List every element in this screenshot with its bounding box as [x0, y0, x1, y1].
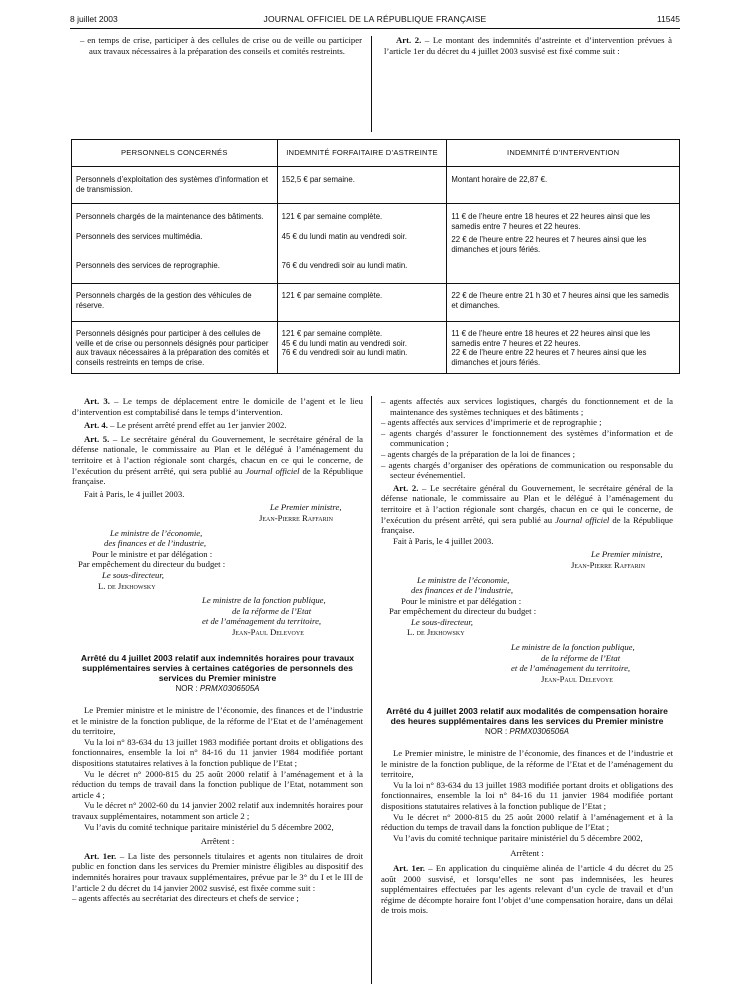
article-text: – Le montant des indemnités d’astreinte et d’intervention prévues à l’article 1er du décret du 4 juillet 2003 susvisé est fixé comme suit :: [384, 35, 672, 56]
cell-text: 45 € du lundi matin au vendredi soir.: [281, 231, 407, 241]
decree-title: Arrêté du 4 juillet 2003 relatif aux indemnités horaires pour travaux supplémentaires servies à certaines catégories de personnels des services du Premier ministre: [80, 653, 355, 684]
article-text: – Le temps de déplacement entre le domicile de l’agent et le lieu d’intervention est comptabilisé dans le temps d’intervention.: [72, 396, 363, 417]
article-label: Art. 5.: [84, 433, 110, 444]
preamble-paragraph: Vu l’avis du comité technique paritaire ministériel du 5 décembre 2002,: [393, 832, 643, 843]
decree-heading: [381, 706, 673, 738]
dash-item: – en temps de crise, participer à des cellules de crise ou de veille ou participer aux travaux nécessaires à la préparation des conseils et comités restreints.: [80, 35, 362, 56]
article-text: – La liste des personnels titulaires et agents non titulaires de droit public en fonction dans les services du Premier ministre éligibles au dispositif des indemnités horaires pour travaux supplémentaires, prévue par le 3° du I et le III de l’article 2 du décret du 14 janvier 2002 susvisé, est fixée comme suit :: [72, 850, 364, 893]
dash-item: – agents affectés au secrétariat des directeurs et chefs de service ;: [72, 893, 299, 904]
article-label: Art. 2.: [393, 482, 419, 493]
cell-text: 11 € de l’heure entre 18 heures et 22 heures ainsi que les samedis entre 7 heures et 22 heures.: [451, 212, 651, 231]
article-label: Art. 1er.: [84, 850, 117, 861]
column-separator: [371, 396, 372, 984]
signatory-name: Jean-Paul Delevoye: [232, 626, 304, 637]
header-date: 8 juillet 2003: [70, 14, 118, 24]
table-header-row: [72, 140, 680, 167]
article-text: de la République française.: [381, 514, 673, 536]
signatory-title: Le Premier ministre,: [591, 549, 663, 560]
date-line: Fait à Paris, le 4 juillet 2003.: [84, 488, 185, 499]
header-page-number: 11545: [656, 14, 680, 24]
page-header: [70, 14, 680, 29]
table-cell: [72, 204, 278, 284]
cell-text: Personnels chargés de la maintenance des bâtiments.: [76, 212, 264, 221]
cell-text: 121 € par semaine complète.: [281, 212, 383, 221]
article-text: de la République française.: [72, 465, 363, 487]
preamble-paragraph: Vu l’avis du comité technique paritaire ministériel du 5 décembre 2002,: [84, 821, 334, 832]
preamble-paragraph: Vu le décret n° 2002-60 du 14 janvier 2002 relatif aux indemnités horaires pour travaux supplémentaires, notamment son article 2 ;: [72, 800, 363, 821]
signatory-title: des finances et de l’industrie,: [411, 585, 514, 596]
right-column: [381, 396, 673, 916]
article-text: – Le secrétaire général du Gouvernement, le secrétaire général de la défense nationale, le commissaire au Plan et le délégué à l’aménagement du territoire et à l’action régionale sont chargés, chacun en ce qui le concerne, de l’exécution du présent arrêté, qui sera publié au: [72, 433, 363, 476]
cell-text: 152,5 € par semaine.: [281, 175, 355, 184]
signatory-title: Le ministre de la fonction publique,: [511, 642, 635, 653]
signatory-name: Jean-Pierre Raffarin: [259, 512, 333, 523]
cell-text: 121 € par semaine complète.: [281, 329, 383, 338]
signatory-title: Le ministre de la fonction publique,: [202, 595, 326, 606]
header-journal-title: JOURNAL OFFICIEL DE LA RÉPUBLIQUE FRANÇAISE: [263, 14, 487, 24]
preamble-paragraph: Vu le décret n° 2000-815 du 25 août 2000 relatif à l’aménagement et à la réduction du temps de travail dans la fonction publique de l’Etat ;: [381, 811, 673, 833]
delegation-line: Pour le ministre et par délégation :: [401, 595, 522, 606]
nor-code: PRMX0306505A: [199, 684, 260, 694]
cell-text: 11 € de l’heure entre 18 heures et 22 heures ainsi que les samedis entre 7 heures et 22 heures.: [451, 329, 651, 348]
article-label: Art. 4.: [84, 420, 108, 431]
signatory-title: Le sous-directeur,: [411, 616, 473, 627]
table-cell: [277, 204, 447, 284]
signatory-name: Jean-Pierre Raffarin: [571, 559, 645, 570]
table-cell: [447, 322, 680, 374]
cell-text: Montant horaire de 22,87 €.: [451, 175, 548, 184]
cell-text: 45 € du lundi matin au vendredi soir.: [281, 338, 407, 348]
cell-text: 76 € du vendredi soir au lundi matin.: [281, 261, 408, 271]
table-cell: [72, 167, 278, 204]
dash-item: – agents chargés d’assurer le fonctionnement des systèmes d’information et de communication ;: [381, 427, 673, 449]
cell-text: Personnels d’exploitation des systèmes d’information et de transmission.: [76, 175, 268, 194]
article-label: Art. 3.: [84, 396, 110, 406]
nor-line: [72, 684, 363, 695]
nor-code: PRMX0306506A: [509, 727, 570, 737]
delegation-line: Par empêchement du directeur du budget :: [78, 559, 226, 570]
dash-item: – agents chargés de la préparation de la loi de finances ;: [381, 448, 576, 459]
table-cell: [72, 284, 278, 322]
preamble-paragraph: Vu la loi n° 83-634 du 13 juillet 1983 modifiée portant droits et obligations des fonctionnaires, ensemble la loi n° 84-16 du 11 janvier 1984 modifiée portant dispositions statutaires relatives à la fonction publique de l’Etat ;: [381, 779, 673, 811]
preamble-paragraph: Le Premier ministre et le ministre de l’économie, des finances et de l’industrie et le ministre de la fonction publique, de la réforme de l’Etat et de l’aménagement du territoire,: [72, 705, 363, 737]
nor-label: NOR :: [175, 684, 200, 694]
article-text: – En application du cinquième alinéa de l’article 4 du décret du 25 août 2000 susvisé, et lorsqu’elles ne sont pas indemnisées, les heures supplémentaires effectuées par les agents relevant d’un cycle de travail et d’un régime de décompte horaire font l’objet d’une compensation horaire, dans un délai de trois mois.: [381, 862, 673, 916]
table-row: [72, 322, 680, 374]
decree-title: Arrêté du 4 juillet 2003 relatif aux modalités de compensation horaire des heures supplémentaires dans les services du Premier ministre: [386, 706, 668, 727]
arretent-heading: Arrêtent :: [510, 848, 544, 859]
preamble-paragraph: Le Premier ministre, le ministre de l’économie, des finances et de l’industrie et le ministre de la fonction publique, de la réforme de l’Etat et de l’aménagement du territoire,: [381, 748, 673, 780]
signatory-title: Le sous-directeur,: [102, 569, 164, 580]
signatory-title: et de l’aménagement du territoire,: [202, 616, 322, 627]
article-text: – Le secrétaire général du Gouvernement, le secrétaire général de la défense nationale, le commissaire au Plan et le délégué à l’aménagement du territoire et à l’action régionale sont chargés, chacun en ce qui le concerne, de l’exécution du présent arrêté, qui sera publié au: [381, 482, 673, 525]
signatory-name: L. de Jekhowsky: [407, 627, 465, 638]
delegation-line: Par empêchement du directeur du budget :: [389, 606, 537, 617]
nor-label: NOR :: [484, 727, 510, 737]
preamble-paragraph: Vu la loi n° 83-634 du 13 juillet 1983 modifiée portant droits et obligations des fonctionnaires, ensemble la loi n° 84-16 du 11 janvier 1984 modifiée portant dispositions statutaires relatives à la fonction publique de l’Etat ;: [72, 736, 363, 769]
table-cell: [277, 167, 447, 204]
delegation-line: Pour le ministre et par délégation :: [92, 548, 213, 559]
signatory-title: et de l’aménagement du territoire,: [511, 663, 631, 674]
signatory-name: L. de Jekhowsky: [98, 580, 156, 591]
table-cell: [277, 322, 447, 374]
cell-text: Personnels désignés pour participer à des cellules de veille et de crise ou personnels désignés pour participer aux travaux nécessaires à la préparation des comités et conseils restreints en temps de crise.: [76, 329, 269, 367]
decree-heading: [72, 653, 363, 695]
table-row: [72, 167, 680, 204]
arretent-heading: Arrêtent :: [200, 836, 235, 847]
signatory-title: Le ministre de l’économie,: [110, 527, 203, 538]
cell-text: 22 € de l’heure entre 21 h 30 et 7 heures ainsi que les samedis et dimanches.: [451, 291, 669, 310]
table-cell: [72, 322, 278, 374]
cell-text: 22 € de l’heure entre 22 heures et 7 heures ainsi que les dimanches et jours fériés.: [451, 348, 647, 367]
cell-text: 121 € par semaine complète.: [281, 291, 383, 300]
date-line: Fait à Paris, le 4 juillet 2003.: [393, 535, 494, 546]
nor-line: [381, 727, 673, 738]
dash-item: – agents affectés aux services d’imprimerie et de reprographie ;: [381, 417, 602, 428]
table-cell: [447, 167, 680, 204]
signatory-name: Jean-Paul Delevoye: [541, 673, 613, 684]
cell-text: 22 € de l’heure entre 22 heures et 7 heures ainsi que les dimanches et jours fériés.: [451, 235, 647, 254]
left-column: [72, 396, 363, 904]
column-header: INDEMNITÉ D’INTERVENTION: [447, 140, 680, 167]
table-row: [72, 204, 680, 284]
article-label: Art. 1er.: [393, 862, 425, 873]
cell-text: Personnels des services multimédia.: [76, 231, 203, 241]
cell-text: Personnels des services de reprographie.: [76, 261, 220, 271]
column-separator: [371, 36, 372, 132]
signatory-title: Le Premier ministre,: [270, 502, 342, 513]
indemnity-table: [71, 139, 680, 374]
signatory-title: de la réforme de l’Etat: [541, 652, 621, 663]
top-right-paragraph: [384, 35, 672, 56]
article-label: Art. 2.: [396, 35, 422, 45]
table-cell: [277, 284, 447, 322]
signatory-title: des finances et de l’industrie,: [104, 538, 207, 549]
dash-item: – agents affectés aux services logistiques, chargés du fonctionnement et de la maintenance des systèmes techniques et des bâtiments ;: [381, 396, 673, 417]
column-header: PERSONNELS CONCERNÉS: [72, 140, 278, 167]
signatory-title: de la réforme de l’Etat: [232, 605, 312, 616]
article-text: – Le présent arrêté prend effet au 1er janvier 2002.: [107, 420, 287, 431]
dash-item: – agents chargés d’organiser des opérations de communication ou responsable du secteur événementiel.: [381, 459, 673, 481]
top-left-paragraph: [80, 35, 362, 56]
preamble-paragraph: Vu le décret n° 2000-815 du 25 août 2000 relatif à l’aménagement et à la réduction du temps de travail dans la fonction publique de l’Etat, notamment son article 4 ;: [72, 768, 363, 800]
table-cell: [447, 204, 680, 284]
column-header: INDEMNITÉ FORFAITAIRE D’ASTREINTE: [277, 140, 447, 167]
table-row: [72, 284, 680, 322]
journal-name: Journal officiel: [245, 465, 300, 476]
journal-name: Journal officiel: [555, 514, 610, 525]
table-cell: [447, 284, 680, 322]
cell-text: 76 € du vendredi soir au lundi matin.: [281, 348, 408, 358]
signatory-title: Le ministre de l’économie,: [417, 574, 510, 585]
cell-text: Personnels chargés de la gestion des véhicules de réserve.: [76, 291, 252, 310]
